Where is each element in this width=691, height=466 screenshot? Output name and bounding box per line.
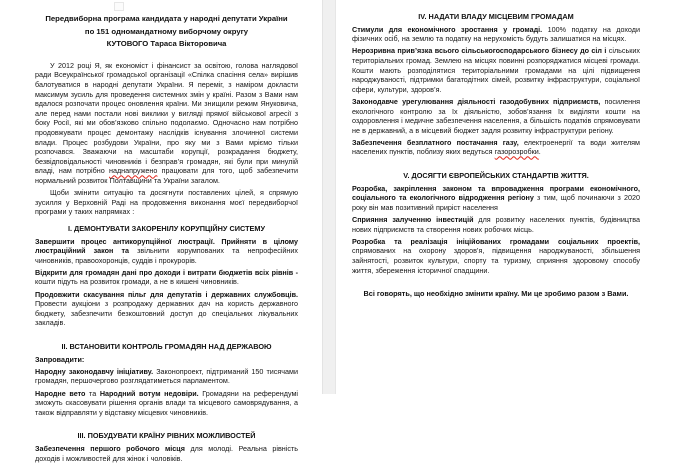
paragraph — [35, 444, 298, 463]
paragraph — [352, 138, 640, 157]
text-segment: Завершити процес антикорупційної люстрації. Прийняти в цілому люстраційний закон та — [35, 236, 298, 256]
document-title-line: Передвиборна програма кандидата у народні депутати України — [45, 14, 288, 23]
text-segment: Запровадити: — [35, 354, 85, 364]
section-heading: І. ДЕМОНТУВАТИ ЗАКОРЕНІЛУ КОРУПЦІЙНУ СИСТЕМУ — [67, 223, 266, 233]
text-segment: Забезпечення першого робочого місця — [35, 444, 191, 454]
paragraph — [35, 188, 298, 217]
paragraph — [352, 97, 640, 135]
text-segment: для молоді. Реальна рівність доходів і можливостей для жінок і чоловіків. — [35, 444, 298, 463]
paragraph — [352, 25, 640, 44]
text-segment: з тим, щоб починаючи з 2020 року він мав позитивний приріст населення — [352, 193, 640, 212]
text-segment: Громадяни на референдумі зможуть скасовувати рішення органів влади та місцевого самоврядування, а також відправляти у відставку місцевих чиновників. — [35, 388, 299, 417]
closing-statement: Всі говорять, що необхідно змінити країну. Ми це зробимо разом з Вами. — [363, 289, 629, 299]
text-segment: Продовжити скасування пільг для депутатів і державних службовців. — [35, 289, 298, 299]
section-heading: ІІІ. ПОБУДУВАТИ КРАЇНУ РІВНИХ МОЖЛИВОСТЕЙ — [77, 431, 256, 441]
text-segment: . — [538, 147, 541, 157]
text-segment: посилення екологічного контролю за їх діяльністю, зобов’язання їх виділяти кошти на оздоровлення і медичне забезпечення населення, а більшість податків спрямовувати не в державний, а в місцевий бюджет задля розвитку інфраструктури регіону. — [352, 96, 640, 135]
text-segment: спрямованих на охорону здоров’я, підвищення народжуваності, збільшення зайнятості, розвиток культури, спорту та туризму, сприяння здоровому способу життя, збереження історичної спадщини. — [352, 246, 640, 275]
paragraph — [352, 184, 640, 213]
page-gap — [322, 0, 336, 394]
text-segment: Розробка, закріплення законом та впровадження програми економічного, соціального та екологічного відродження регіону — [352, 183, 640, 203]
text-segment: Щоби змінити ситуацію та досягнути поставлених цілей, я спрямую зусилля у Верховній Раді на продовження виконання моєї передвиборчої програми у таких напрямках : — [35, 188, 298, 217]
misspelled-word: газорозробки — [494, 147, 539, 157]
paragraph — [35, 268, 298, 287]
text-segment: та — [89, 388, 100, 398]
paragraph — [35, 290, 298, 328]
text-segment: електроенергії та води жителям населених пунктів, поблизу яких ведуться — [352, 137, 641, 157]
section-heading: V. ДОСЯГТИ ЄВРОПЕЙСЬКИХ СТАНДАРТІВ ЖИТТЯ. — [403, 171, 589, 181]
document-title-line: КУТОВОГО Тараса Вікторовича — [106, 39, 227, 49]
text-segment: Народний вотум недовіри. — [99, 388, 203, 398]
paragraph — [352, 237, 640, 275]
section-heading: IV. НАДАТИ ВЛАДУ МІСЦЕВИМ ГРОМАДАМ — [418, 12, 574, 21]
text-segment: кошти підуть на розвиток громади, а не в кишені чиновників. — [35, 277, 239, 287]
paragraph — [35, 355, 298, 365]
text-segment: Провести аукціони з розпродажу державних дач на користь державного бюджету, забезпечити безкоштовний доступ до спеціальних лікувальних закладів. — [35, 299, 298, 328]
text-segment: Сприяння залученню інвестицій — [352, 215, 479, 225]
text-segment: Законопроект, підтриманий 150 тисячами громадян, першочергово розглядатиметься парламентом. — [35, 366, 298, 386]
text-segment: Нерозривна прив’язка всього сільськогосподарського бізнесу до сіл і — [352, 46, 609, 56]
document-title — [35, 13, 298, 51]
paragraph — [352, 46, 640, 94]
text-segment: 100% податку на доходи фізичних осіб, на землю та податку на нерухомість будуть залишатися на місцях. — [352, 24, 640, 44]
text-segment: Народну законодавчу ініціативу. — [35, 366, 157, 376]
paragraph — [35, 237, 298, 266]
page-marker-icon — [114, 2, 124, 11]
page-right-content — [352, 5, 640, 299]
text-segment: для розвитку населених пунктів, будівництва нових підприємств та створення нових робочих місць. — [352, 215, 640, 234]
text-segment: У 2012 році Я, як економіст і фінансист за освітою, голова наглядової ради Всеукраїнської громадської організації «Спілка спасіння села» вирішив балотуватися в народні депутати України. Я переміг, з наміром докласти максимум зусиль для проведення системних змін у країні. Разом з Вами нам вдалося розпочати процес оновлення країни. Ми знищили режим Януковича, але перед нами постали нові виклики у вигляді прямої військової агресії з боку Росії, які ми обов’язково спільно подолаємо. Одночасно нам потрібно продовжувати процес демонтажу наслідків існування злочинної системи влади. Процес розбудови України, про яку ми з Вами мріємо тільки розпочався. Зважаючи на масштаби корупції, розкрадання бюджету, безвідповідальності чиновників і безправ’я громадян, які були при минулій владі, нам потрібно — [35, 60, 298, 176]
text-segment: Стимули для економічного зростання у громаді. — [352, 24, 548, 34]
text-segment: Забезпечення безплатного постачання газу, — [352, 137, 524, 147]
text-segment: Розробка та реалізація ініційованих громадами соціальних проектів, — [352, 236, 640, 246]
paragraph — [35, 389, 298, 418]
paragraph — [352, 215, 640, 234]
text-segment: звільнити корумпованих та непрофесійних чиновників, правоохоронців, суддів і прокурорів. — [35, 246, 298, 265]
text-segment: працювати для того, щоб забезпечити нормальний розвиток Полтавщини та України загалом. — [35, 166, 298, 185]
text-segment: Законодавче урегулювання діяльності газодобувних підприємств, — [352, 96, 605, 106]
text-segment: сільських територіальних громад. Землею на місцях повинні розпоряджатися місцеві громади. Кошти мають розподілятися територіальними громадами на цілі підвищення народжуваності, підтримки багатодітних сімей, розвитку інфраструктури, соціальної сфери, культури, здоров’я. — [352, 46, 640, 94]
text-segment: Народне вето — [35, 388, 90, 398]
section-heading: ІІ. ВСТАНОВИТИ КОНТРОЛЬ ГРОМАДЯН НАД ДЕРЖАВОЮ — [61, 341, 272, 351]
paragraph — [35, 367, 298, 386]
paragraph — [35, 61, 298, 186]
text-segment: Відкрити для громадян дані про доходи і витрати бюджетів всіх рівнів - — [35, 267, 298, 277]
page-left-content — [35, 13, 298, 466]
misspelled-word: наднапружено — [109, 166, 158, 176]
document-title-line: по 151 одномандатному виборчому округу — [84, 26, 249, 36]
